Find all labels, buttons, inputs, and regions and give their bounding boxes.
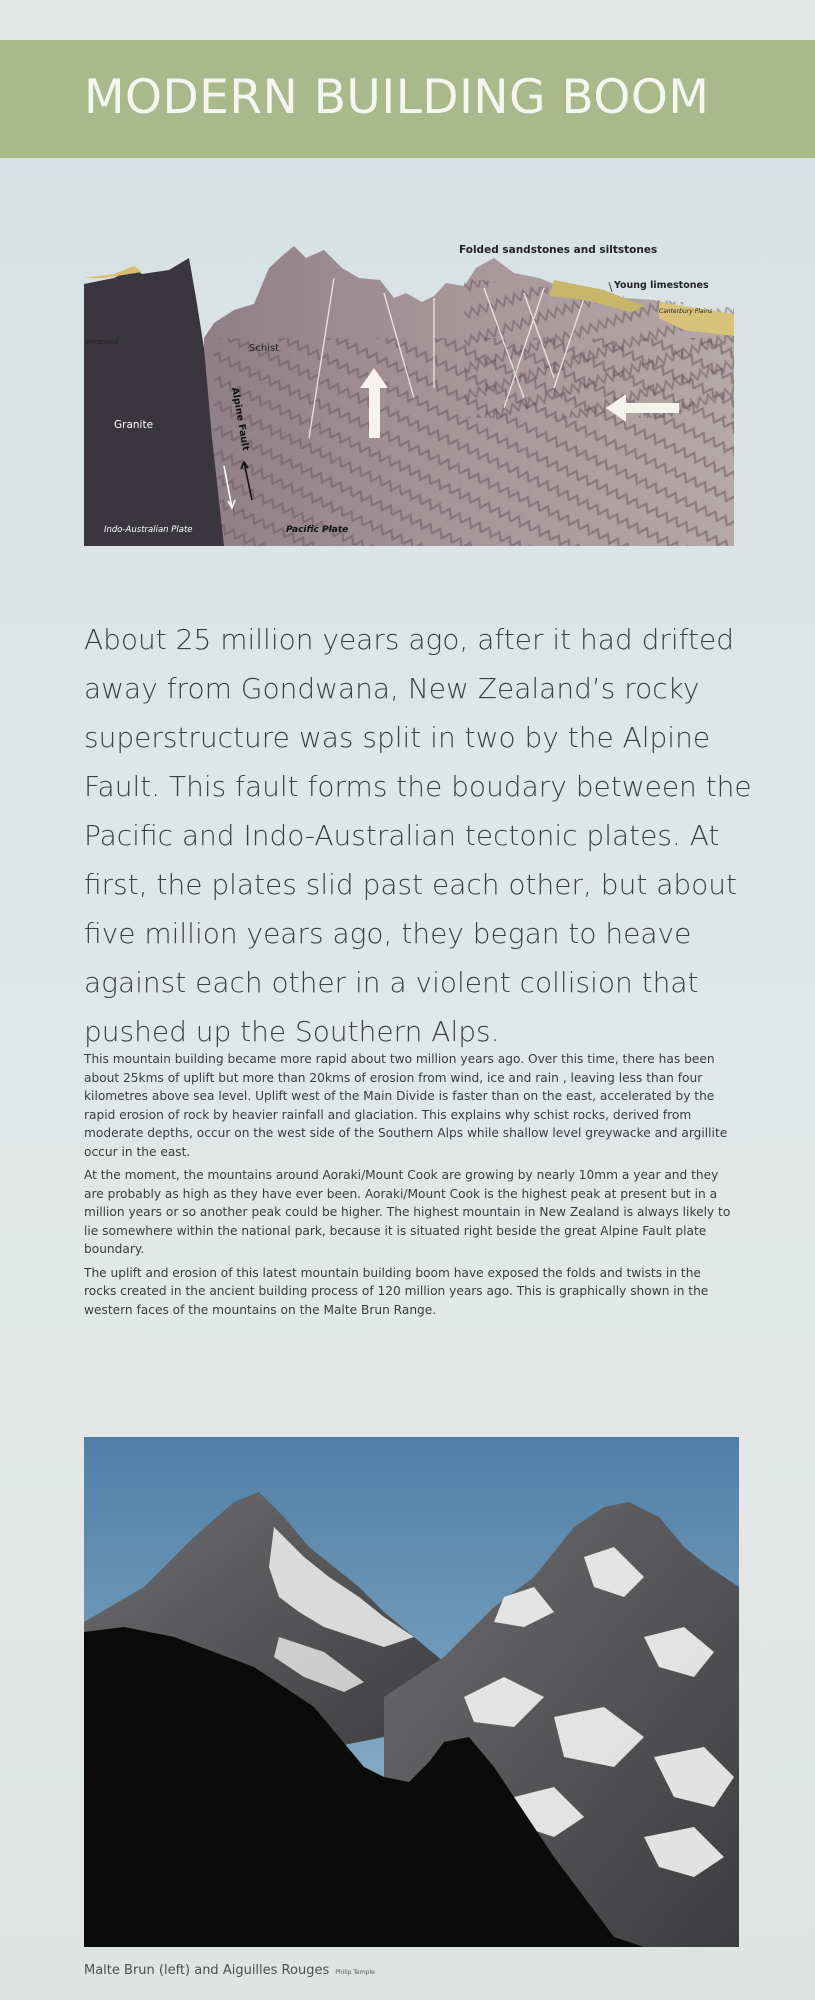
body-paragraph-2: At the moment, the mountains around Aoraki/Mount Cook are growing by nearly 10mm a year and they are probably as high as they have ever been. Aoraki/Mount Cook is the highest peak at present but in a million years or so another peak could be higher. The highest mountain in New Zealand is always likely to lie somewhere within the national park, because it is situated right beside the great Alpine Fault plate boundary. xyxy=(84,1168,731,1256)
photo-caption xyxy=(84,1963,375,1978)
body-paragraph-3: The uplift and erosion of this latest mountain building boom have exposed the folds and twists in the rocks created in the ancient building process of 120 million years ago. This is graphically shown in the western faces of the mountains on the Malte Brun Range. xyxy=(84,1265,709,1317)
label-pacific-plate: Pacific Plate xyxy=(286,525,349,535)
lead-text: About 25 million years ago, after it had drifted away from Gondwana, New Zealand’s rocky superstructure was split in two by the Alpine Fault. This fault forms the boudary between the Pacific and Indo-Australian tectonic plates. At first, the plates slid past each other, but about five million years ago, they began to heave against each other in a violent collision that pushed up the Southern Alps. xyxy=(84,623,752,1048)
body-paragraph-1: This mountain building became more rapid about two million years ago. Over this time, there has been about 25kms of uplift but more than 20kms of erosion from wind, ice and rain , leaving less than four kilometres above sea level. Uplift west of the Main Divide is faster than on the east, accelerated by the rapid erosion of rock by heavier rainfall and glaciation. This explains why schist rocks, derived from moderate depths, occur on the west side of the Southern Alps while shallow level greywacke and argillite occur in the east. xyxy=(84,1052,728,1159)
title-banner xyxy=(0,40,815,158)
label-granite: Granite xyxy=(114,419,154,431)
label-indo-plate: Indo-Australian Plate xyxy=(104,525,193,535)
label-canterbury: Canterbury Plains xyxy=(659,308,713,315)
label-folded: Folded sandstones and siltstones xyxy=(459,244,658,256)
label-limestones: Young limestones xyxy=(614,280,709,291)
label-schist: Schist xyxy=(249,343,280,354)
lead-paragraph xyxy=(84,615,774,1056)
mountain-photo xyxy=(84,1437,739,1947)
page-title: MODERN BUILDING BOOM xyxy=(84,70,710,125)
caption-text: Malte Brun (left) and Aiguilles Rouges xyxy=(84,1963,330,1978)
granite-block xyxy=(84,258,224,546)
label-alpine-fault: Alpine Fault xyxy=(229,386,252,452)
alpine-fault-diagram xyxy=(84,238,734,546)
top-edge xyxy=(0,0,815,40)
body-text xyxy=(84,1050,734,1324)
photo-credit: Philip Temple xyxy=(335,1969,375,1976)
label-westland: Westland xyxy=(86,338,119,346)
